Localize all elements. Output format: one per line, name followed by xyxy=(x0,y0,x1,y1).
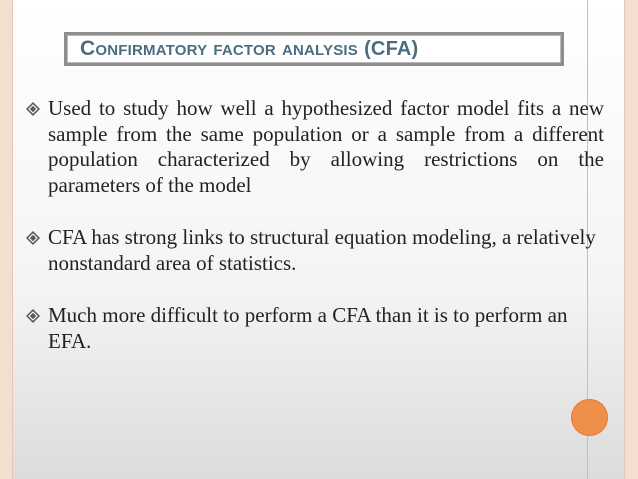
slide-title xyxy=(80,37,418,61)
bullet-item xyxy=(26,225,604,276)
diamond-bullet-icon xyxy=(26,309,40,323)
slide-title-main: Confirmatory factor analysis xyxy=(80,37,359,60)
bullet-item xyxy=(26,303,604,354)
bullet-text: Much more difficult to perform a CFA than it is to perform an EFA. xyxy=(48,303,568,353)
title-box xyxy=(64,32,564,66)
bullet-list xyxy=(26,96,604,381)
bullet-text: CFA has strong links to structural equation modeling, a relatively nonstandard area of statistics. xyxy=(48,225,596,275)
right-accent-border xyxy=(624,0,638,479)
bullet-text: Used to study how well a hypothesized factor model fits a new sample from the same population or a sample from a different population characterized by allowing restrictions on the parameters of the model xyxy=(48,96,604,197)
diamond-bullet-icon xyxy=(26,102,40,116)
left-accent-border xyxy=(0,0,13,479)
orange-circle-decoration xyxy=(571,399,608,436)
slide-title-abbr: (CFA) xyxy=(364,38,419,60)
diamond-bullet-icon xyxy=(26,231,40,245)
bullet-item xyxy=(26,96,604,198)
